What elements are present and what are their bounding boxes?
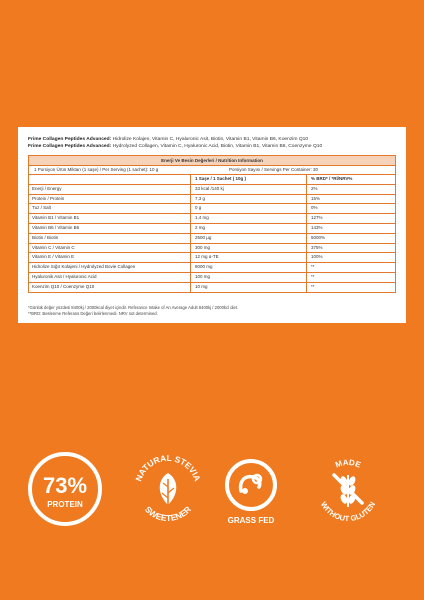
- table-row: [29, 195, 395, 205]
- svg-text:SWEETENER: [143, 504, 193, 523]
- table-title: Enerji Ve Besin Değerleri / Nutrition Information: [29, 156, 395, 166]
- ingredients-tr: [28, 137, 398, 144]
- nutrient-name: Enerji / Energy: [29, 185, 191, 194]
- nutrient-rdi: 0%: [311, 205, 318, 211]
- grass-fed-text: GRASS FED: [227, 516, 275, 525]
- nutrient-amount: 7,3 g: [191, 195, 307, 204]
- column-header: % BRD* / *Rİ/NRV%: [311, 176, 353, 181]
- nutrient-amount: 2 mg: [191, 224, 307, 233]
- nutrient-amount: 1,4 mg: [191, 214, 307, 223]
- table-row: [29, 273, 395, 283]
- ingredients-list-tr: Hidrolize Kolajen, Vitamin C, Hyaluronic Asit, Biotin, Vitamin B1, Vitamin B6, Koenzim Q10: [111, 137, 309, 142]
- nutrient-rdi: 143%: [311, 224, 323, 230]
- nutrient-name: Vitamin C / Vitamin C: [29, 244, 191, 253]
- nutrient-name: Biotin / Biotin: [29, 234, 191, 243]
- nutrient-amount: 0 g: [191, 204, 307, 213]
- column-header: 1 Saşe / 1 Sachet ( 10g ): [191, 175, 307, 184]
- protein-label: PROTEIN: [47, 500, 83, 509]
- ingredients-en: [28, 144, 398, 151]
- ingredients-list-en: Hydrolyzed Collagen, Vitamin C, Hyaluronic Acid, Biotin, Vitamin B1, Vitamin B6, Coenzyme Q10: [111, 143, 323, 149]
- without-gluten-text: WITHOUT GLUTEN: [318, 500, 378, 524]
- nutrient-name: Tuz / Salt: [29, 204, 191, 213]
- serving-size: 1 Porsiyon Ürün Miktarı (1 saşe) / Per Serving (1 sachet): 10 g: [34, 167, 159, 172]
- table-row: [29, 244, 395, 254]
- table-row: [29, 263, 395, 273]
- nutrient-name: Vitamin B1 / Vitamin B1: [29, 214, 191, 223]
- serving-row: [29, 166, 395, 175]
- table-row: [29, 185, 395, 195]
- protein-badge: [27, 451, 103, 527]
- svg-text:MADE: [334, 458, 362, 470]
- nutrient-amount: 300 mg: [191, 244, 307, 253]
- table-row: [29, 234, 395, 244]
- made-text: MADE: [334, 457, 363, 470]
- table-row: [29, 283, 395, 292]
- nutrient-rdi: 15%: [311, 195, 321, 201]
- stevia-text: STEVIA: [173, 453, 203, 483]
- nutrient-amount: 2500 µg: [191, 234, 307, 243]
- nutrient-rdi: 2%: [311, 185, 318, 191]
- nutrient-rdi: 5000%: [311, 234, 326, 240]
- natural-text: NATURAL: [133, 452, 172, 483]
- nutrient-rdi: 375%: [311, 244, 323, 250]
- gluten-free-badge-graphic: [310, 451, 386, 527]
- grass-fed-badge: [213, 451, 289, 527]
- gluten-free-badge: [310, 451, 386, 527]
- nutrient-amount: 100 mg: [191, 273, 307, 282]
- grass-fed-badge-graphic: [213, 451, 289, 527]
- nutrient-rdi: **: [311, 264, 315, 270]
- nutrient-name: Vitamin E / Vitamin E: [29, 253, 191, 262]
- nutrient-amount: 8000 mg: [191, 263, 307, 272]
- servings-per-container: Porsiyon Sayısı / Servings Per Container: 30: [229, 167, 319, 172]
- ingredients-text: [28, 137, 398, 151]
- table-row: [29, 253, 395, 263]
- nutrient-name: Koenzim Q10 / Coenzyme Q10: [29, 283, 191, 292]
- product-name-en: Frime Collagen Peptides Advanced:: [28, 143, 112, 149]
- sweetener-text: SWEETENER: [142, 504, 194, 524]
- feature-badges: [0, 451, 424, 531]
- nutrient-rdi: 100%: [311, 254, 323, 260]
- nutrient-name: Hyaluronik Asit / Hyaluronic Acid: [29, 273, 191, 282]
- nutrient-name: Vitamin B6 / Vitamin B6: [29, 224, 191, 233]
- column-header-row: [29, 175, 395, 185]
- nutrition-table: [28, 155, 396, 293]
- nutrition-card: [18, 127, 406, 323]
- nutrient-amount: 12 mg α-TE: [191, 253, 307, 262]
- footnote-rdi: *Günlük değer yüzdesi 8400kj / 2000kcal diyet içindir. Referance Intake of An Average Adult 8400kj / 2000kcl diet.: [28, 305, 239, 310]
- table-row: [29, 224, 395, 234]
- table-row: [29, 214, 395, 224]
- product-name-tr: Frime Collagen Peptides Advanced:: [28, 137, 112, 142]
- footnote-nrv: **BRD: Beslenme Referans Değeri belirlenmedi. NRV not determined.: [28, 311, 158, 317]
- nutrient-rdi: 127%: [311, 215, 323, 221]
- stevia-badge: [130, 451, 206, 527]
- nutrient-amount: 10 mg: [191, 283, 307, 292]
- column-header: [29, 175, 191, 184]
- nutrient-rdi: **: [311, 283, 315, 289]
- nutrient-rdi: **: [311, 273, 315, 279]
- stevia-badge-graphic: [130, 451, 206, 527]
- nutrient-name: Protein / Protein: [29, 195, 191, 204]
- footnotes: [28, 305, 398, 317]
- table-body: [29, 185, 395, 292]
- table-row: [29, 204, 395, 214]
- nutrient-amount: 33 kcal /140 kj: [191, 185, 307, 194]
- nutrient-name: Hidrolize Sığır Kolajeni / Hydrolyzed Bovie Collagen: [29, 263, 191, 272]
- protein-percent: 73%: [42, 473, 88, 498]
- protein-badge-graphic: [27, 451, 103, 527]
